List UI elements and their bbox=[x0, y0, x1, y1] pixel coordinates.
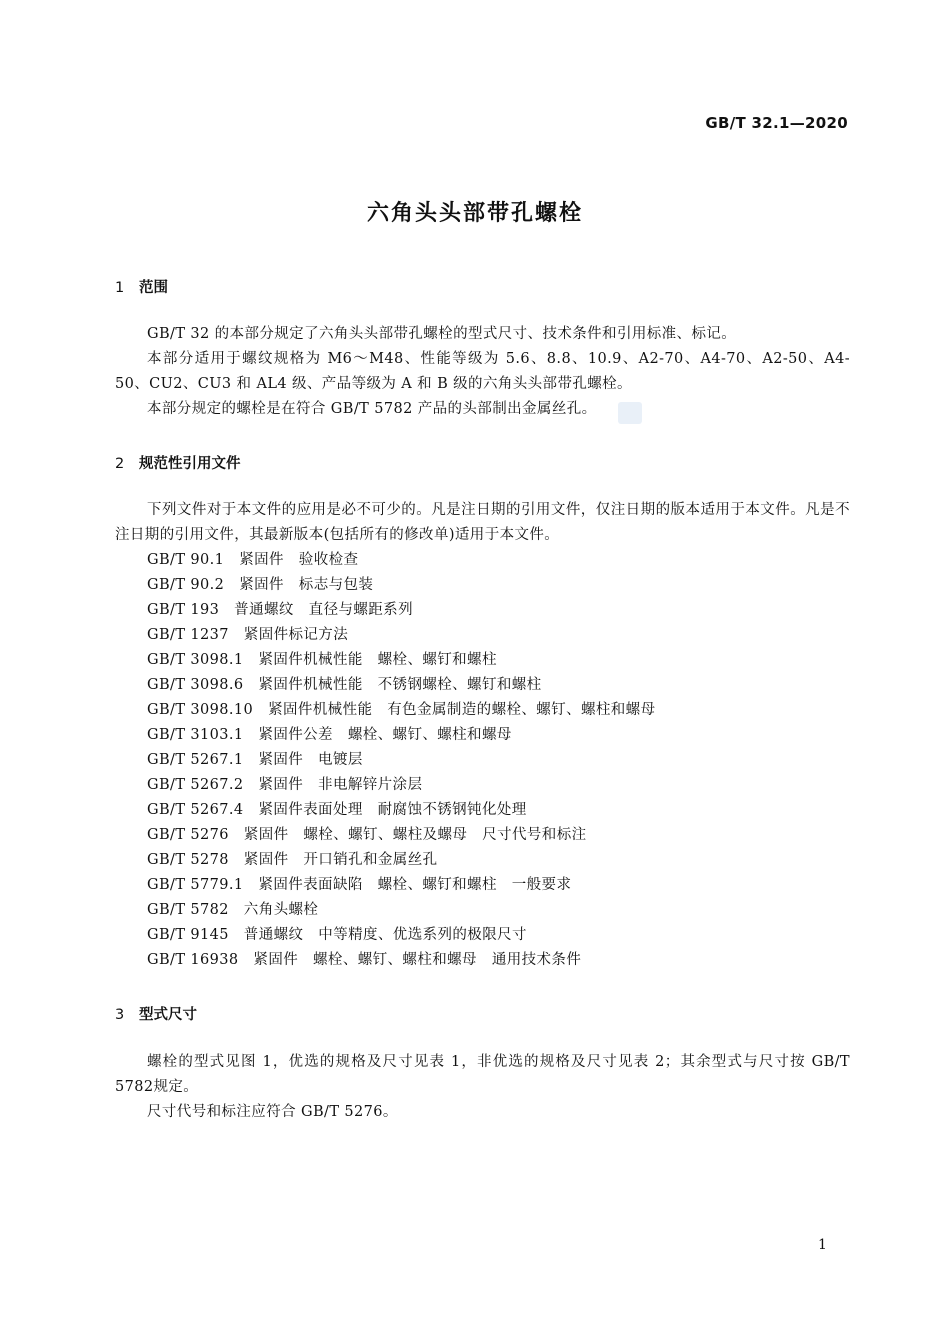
reference-item: GB/T 16938 紧固件 螺栓、螺钉、螺柱和螺母 通用技术条件 bbox=[147, 952, 582, 968]
reference-item: GB/T 90.2 紧固件 标志与包装 bbox=[147, 577, 374, 593]
paragraph: 尺寸代号和标注应符合 GB/T 5276。 bbox=[147, 1104, 398, 1120]
reference-item: GB/T 9145 普通螺纹 中等精度、优选系列的极限尺寸 bbox=[147, 927, 527, 943]
section-heading bbox=[115, 1003, 197, 1024]
watermark-logo bbox=[618, 402, 642, 424]
section-title: 范围 bbox=[139, 280, 168, 296]
reference-item: GB/T 3098.10 紧固件机械性能 有色金属制造的螺栓、螺钉、螺柱和螺母 bbox=[147, 702, 656, 718]
paragraph: GB/T 32 的本部分规定了六角头头部带孔螺栓的型式尺寸、技术条件和引用标准、标记。 bbox=[147, 326, 737, 342]
section-heading bbox=[115, 452, 241, 473]
reference-item: GB/T 3098.6 紧固件机械性能 不锈钢螺栓、螺钉和螺柱 bbox=[147, 677, 542, 693]
standard-number: GB/T 32.1—2020 bbox=[705, 114, 848, 132]
document-title: 六角头头部带孔螺栓 bbox=[366, 201, 583, 226]
paragraph: 螺栓的型式见图 1，优选的规格及尺寸见表 1，非优选的规格及尺寸见表 2；其余型式与尺寸按 GB/T 5782规定。 bbox=[115, 1054, 850, 1095]
paragraph: 下列文件对于本文件的应用是必不可少的。凡是注日期的引用文件，仅注日期的版本适用于本文件。凡是不注日期的引用文件，其最新版本(包括所有的修改单)适用于本文件。 bbox=[115, 502, 850, 543]
reference-item: GB/T 5267.2 紧固件 非电解锌片涂层 bbox=[147, 777, 423, 793]
paragraph: 本部分规定的螺栓是在符合 GB/T 5782 产品的头部制出金属丝孔。 bbox=[147, 401, 597, 417]
section-heading bbox=[115, 276, 168, 297]
section-number: 2 bbox=[115, 456, 125, 472]
section-title: 规范性引用文件 bbox=[139, 456, 241, 472]
reference-item: GB/T 3103.1 紧固件公差 螺栓、螺钉、螺柱和螺母 bbox=[147, 727, 512, 743]
reference-item: GB/T 5276 紧固件 螺栓、螺钉、螺柱及螺母 尺寸代号和标注 bbox=[147, 827, 587, 843]
reference-item: GB/T 3098.1 紧固件机械性能 螺栓、螺钉和螺柱 bbox=[147, 652, 497, 668]
page-number: 1 bbox=[818, 1237, 827, 1253]
paragraph: 本部分适用于螺纹规格为 M6～M48、性能等级为 5.6、8.8、10.9、A2-70、A4-70、A2-50、A4-50、CU2、CU3 和 AL4 级、产品等级为 A 和 B 级的六角头头部带孔螺栓。 bbox=[115, 351, 850, 392]
reference-item: GB/T 90.1 紧固件 验收检查 bbox=[147, 552, 359, 568]
reference-item: GB/T 5278 紧固件 开口销孔和金属丝孔 bbox=[147, 852, 438, 868]
reference-item: GB/T 193 普通螺纹 直径与螺距系列 bbox=[147, 602, 413, 618]
reference-item: GB/T 5782 六角头螺栓 bbox=[147, 902, 319, 918]
reference-item: GB/T 1237 紧固件标记方法 bbox=[147, 627, 349, 643]
section-title: 型式尺寸 bbox=[139, 1007, 197, 1023]
reference-item: GB/T 5267.1 紧固件 电镀层 bbox=[147, 752, 363, 768]
section-number: 3 bbox=[115, 1007, 125, 1023]
reference-item: GB/T 5779.1 紧固件表面缺陷 螺栓、螺钉和螺柱 一般要求 bbox=[147, 877, 572, 893]
reference-item: GB/T 5267.4 紧固件表面处理 耐腐蚀不锈钢钝化处理 bbox=[147, 802, 527, 818]
section-number: 1 bbox=[115, 280, 125, 296]
